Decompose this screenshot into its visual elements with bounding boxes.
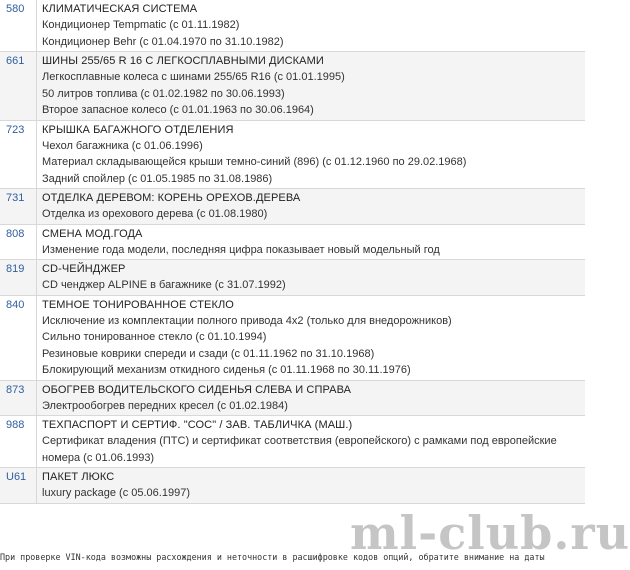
option-title: ТЕХПАСПОРТ И СЕРТИФ. "СОС" / ЗАВ. ТАБЛИЧКА (МАШ.)	[42, 419, 353, 431]
option-detail: 50 литров топлива (с 01.02.1982 по 30.06.1993)	[42, 87, 285, 100]
option-content	[37, 0, 585, 51]
option-code[interactable]: 808	[0, 225, 37, 260]
option-code[interactable]: 873	[0, 381, 37, 416]
option-title: КЛИМАТИЧЕСКАЯ СИСТЕМА	[42, 3, 198, 15]
option-content	[37, 189, 585, 224]
option-content	[37, 381, 585, 416]
option-detail: Чехол багажника (с 01.06.1996)	[42, 139, 203, 152]
option-detail: Электрообогрев передних кресел (с 01.02.1984)	[42, 399, 288, 412]
option-row	[0, 260, 585, 296]
option-title: ПАКЕТ ЛЮКС	[42, 471, 115, 483]
option-code[interactable]: 731	[0, 189, 37, 224]
option-detail: Исключение из комплектации полного привода 4x2 (только для внедорожников)	[42, 314, 452, 327]
option-title: ОБОГРЕВ ВОДИТЕЛЬСКОГО СИДЕНЬЯ СЛЕВА И СПРАВА	[42, 383, 352, 396]
option-detail: Легкосплавные колеса с шинами 255/65 R16 (с 01.01.1995)	[42, 71, 345, 83]
option-row	[0, 121, 585, 190]
option-content	[37, 468, 585, 503]
option-detail: Отделка из орехового дерева (с 01.08.1980)	[42, 208, 268, 220]
option-row	[0, 189, 585, 225]
option-row	[0, 225, 585, 261]
option-row	[0, 0, 585, 52]
option-content	[37, 416, 585, 467]
option-detail: Задний спойлер (с 01.05.1985 по 31.08.1986)	[42, 172, 273, 185]
option-code[interactable]: 580	[0, 0, 37, 51]
option-detail: Блокирующий механизм откидного сиденья (с 01.11.1968 по 30.11.1976)	[42, 364, 411, 376]
option-content	[37, 260, 585, 295]
option-code[interactable]: 723	[0, 121, 37, 189]
watermark: ml-club.ru	[350, 506, 630, 560]
option-code[interactable]: 661	[0, 52, 37, 120]
option-row	[0, 52, 585, 121]
option-row	[0, 381, 585, 417]
option-title: ТЕМНОЕ ТОНИРОВАННОЕ СТЕКЛО	[42, 298, 234, 311]
option-detail: Сильно тонированное стекло (с 01.10.1994)	[42, 331, 267, 343]
option-code[interactable]: 988	[0, 416, 37, 467]
option-title: ОТДЕЛКА ДЕРЕВОМ: КОРЕНЬ ОРЕХОВ.ДЕРЕВА	[42, 192, 301, 204]
option-title: ШИНЫ 255/65 R 16 С ЛЕГКОСПЛАВНЫМИ ДИСКАМИ	[42, 55, 324, 67]
option-row	[0, 296, 585, 381]
option-detail: Изменение года модели, последняя цифра показывает новый модельный год	[42, 243, 440, 256]
option-title: СМЕНА МОД.ГОДА	[42, 227, 143, 240]
option-code[interactable]: 819	[0, 260, 37, 295]
option-title: CD-ЧЕЙНДЖЕР	[42, 263, 126, 275]
option-content	[37, 225, 585, 260]
option-detail: Сертификат владения (ПТС) и сертификат соответствия (европейского) с рамками под европейские номера (с 01.06.1993)	[42, 435, 557, 464]
option-detail: Кондиционер Tempmatic (с 01.11.1982)	[42, 19, 240, 31]
option-detail: Резиновые коврики спереди и сзади (с 01.11.1962 по 31.10.1968)	[42, 347, 375, 360]
footer-note: При проверке VIN-кода возможны расхождения и неточности в расшифровке кодов опций, обратите внимание на даты	[0, 552, 545, 562]
option-code[interactable]: U61	[0, 468, 37, 503]
option-detail: Второе запасное колесо (с 01.01.1963 по 30.06.1964)	[42, 104, 314, 116]
option-detail: CD ченджер ALPINE в багажнике (с 31.07.1992)	[42, 279, 286, 291]
option-row	[0, 416, 585, 468]
option-content	[37, 296, 585, 380]
option-content	[37, 121, 585, 189]
option-detail: Материал складывающейся крыши темно-синий (896) (с 01.12.1960 по 29.02.1968)	[42, 156, 467, 168]
option-title: КРЫШКА БАГАЖНОГО ОТДЕЛЕНИЯ	[42, 123, 234, 136]
option-content	[37, 52, 585, 120]
option-detail: Кондиционер Behr (с 01.04.1970 по 31.10.1982)	[42, 35, 284, 48]
option-code[interactable]: 840	[0, 296, 37, 380]
option-row	[0, 468, 585, 504]
option-detail: luxury package (с 05.06.1997)	[42, 487, 190, 499]
